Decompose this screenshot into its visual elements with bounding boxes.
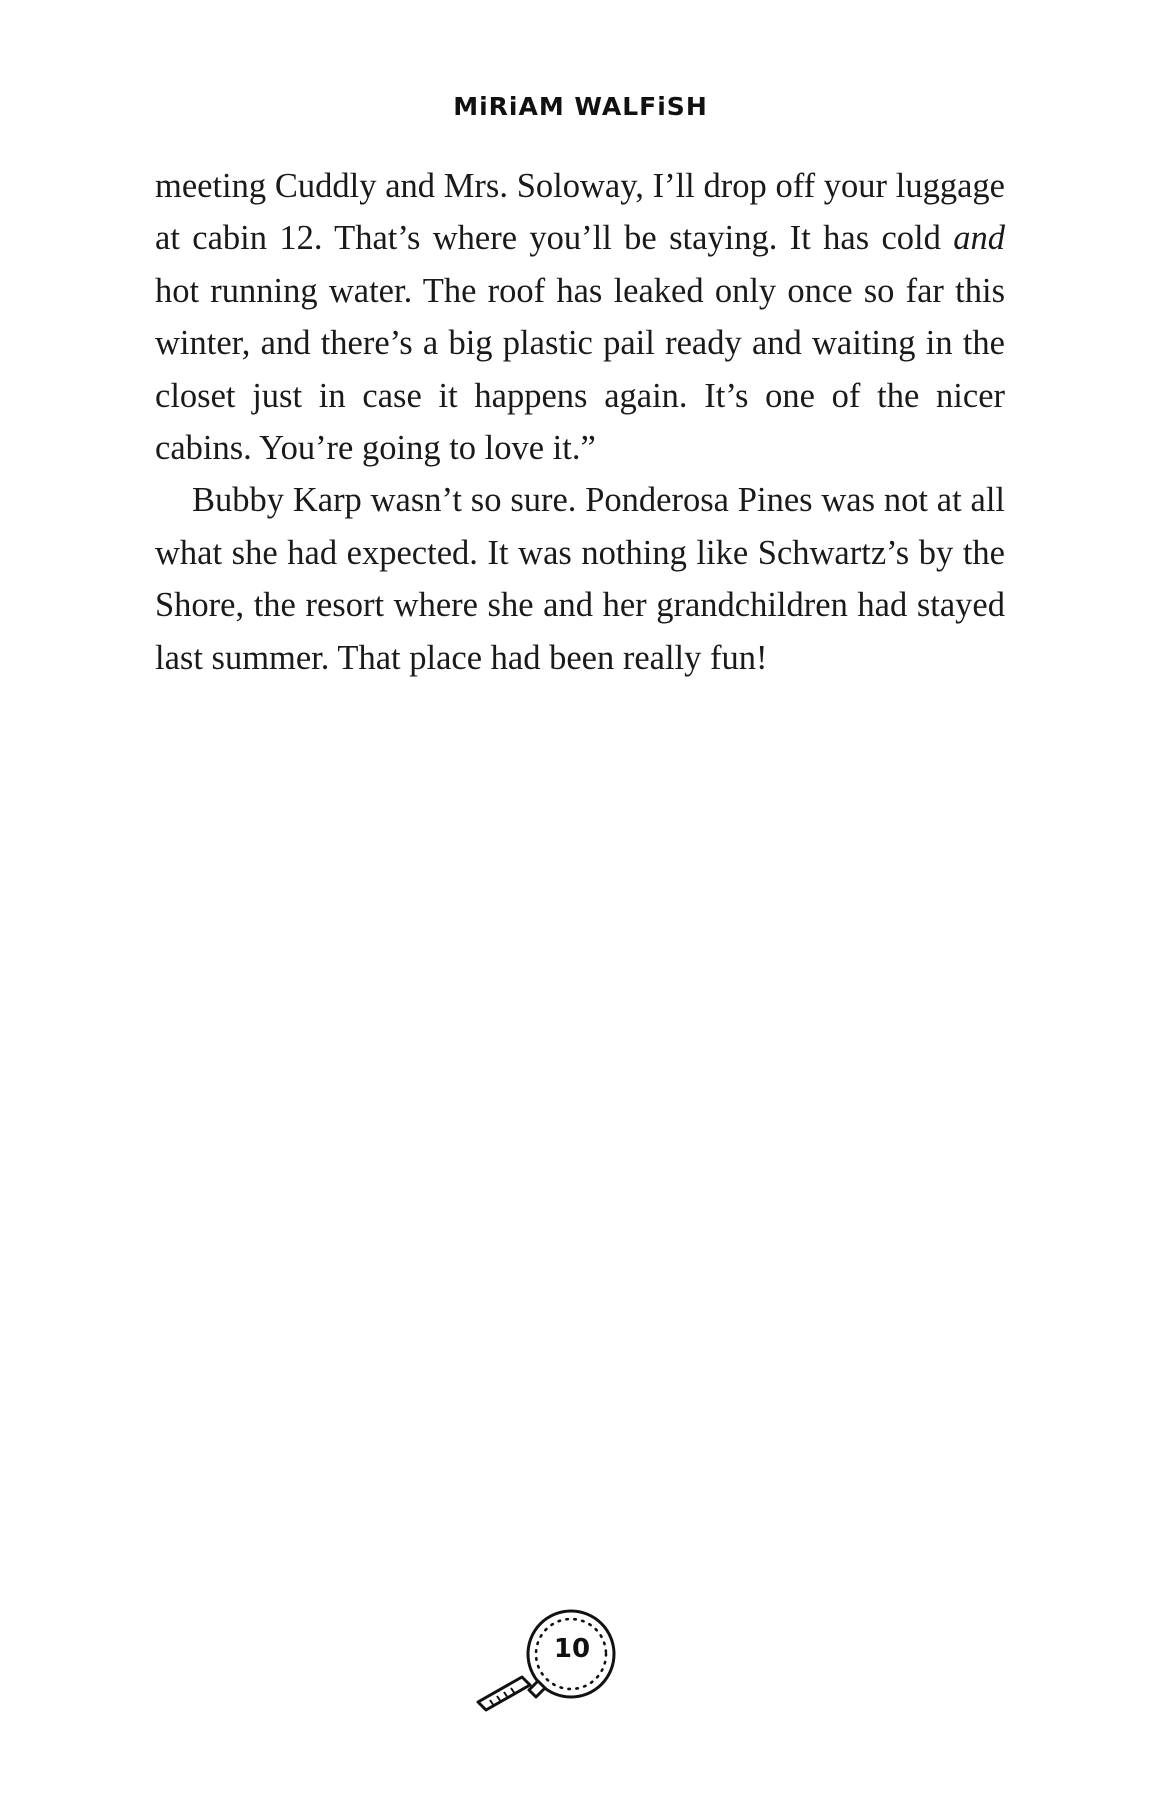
- paragraph: Bubby Karp wasn’t so sure. Ponderosa Pines was not at all what she had expected. It was nothing like Schwartz’s by the Shore, the resort where she and her grandchildren had stayed last summer. That place had been really fun!: [155, 481, 1005, 677]
- emphasis-text: and: [953, 219, 1005, 258]
- page-folio: [464, 1596, 634, 1716]
- paragraph-text: hot running water. The roof has leaked only once so far this winter, and there’s a big plastic pail ready and waiting in the closet just in case it happens again. It’s one of the nicer cabins. You’re going to love it.”: [155, 271, 1005, 468]
- paragraph: [155, 160, 1005, 474]
- running-head: MiRiAM WALFiSH: [453, 92, 708, 121]
- paragraph-text: meeting Cuddly and Mrs. Soloway, I’ll drop off your luggage at cabin 12. That’s where you’ll be staying. It has cold: [155, 167, 1005, 258]
- page-number: 10: [553, 1634, 591, 1664]
- body-text: [155, 160, 1005, 684]
